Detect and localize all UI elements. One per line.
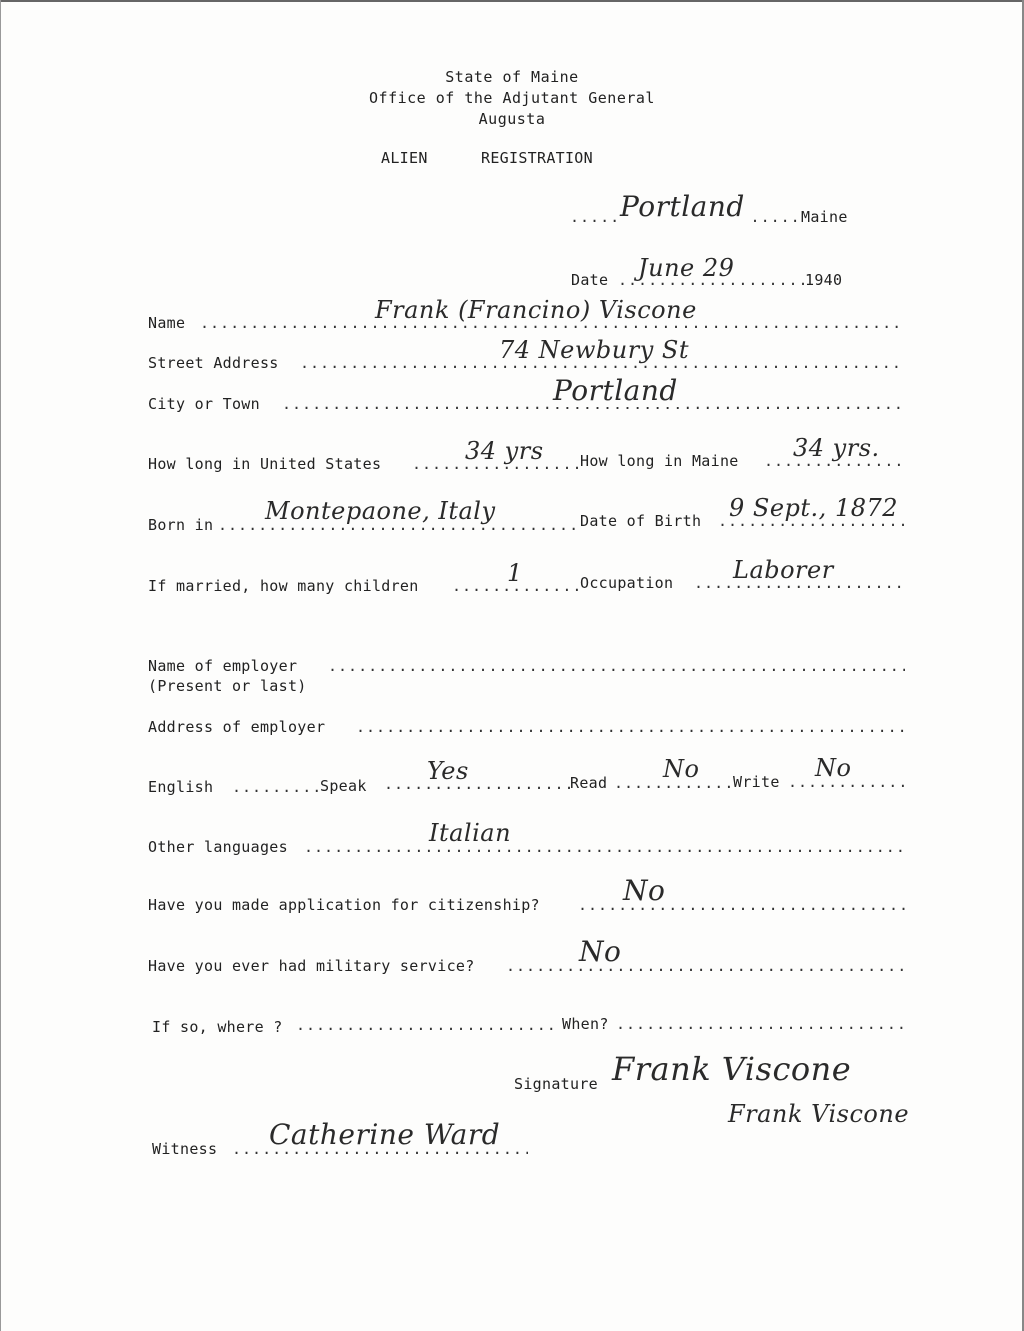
write-value: No [812,754,854,782]
read-label: Read [570,774,608,792]
employer-address-label: Address of employer [148,718,326,736]
other-languages-value: Italian [426,819,514,847]
place-suffix: Maine [801,208,848,226]
speak-value: Yes [424,757,472,785]
signature-label: Signature [514,1075,598,1093]
speak-label: Speak [320,777,367,795]
header-city: Augusta [478,110,546,128]
born-in-label: Born in [148,516,214,534]
citizenship-value: No [620,874,668,907]
occupation-value: Laborer [730,556,837,584]
how-long-maine-label: How long in Maine [580,452,739,470]
page-edge-top [0,0,1024,2]
city-value: Portland [550,374,681,407]
born-in-value: Montepaone, Italy [262,497,499,525]
speak-dots [384,775,570,793]
city-label: City or Town [148,395,260,413]
dob-value: 9 Sept., 1872 [726,494,901,522]
military-dots [506,957,905,975]
where-dots [296,1016,560,1034]
header-state: State of Maine [445,68,579,86]
place-value: Portland [620,190,745,223]
street-label: Street Address [148,354,279,372]
name-label: Name [148,314,186,332]
children-value: 1 [504,559,526,587]
read-value: No [660,755,702,783]
employer-address-dots [356,718,905,736]
header-office: Office of the Adjutant General [369,89,655,107]
military-label: Have you ever had military service? [148,957,475,975]
employer-sublabel: (Present or last) [148,677,307,695]
date-year: 1940 [805,271,843,289]
english-dots [232,778,320,796]
employer-label: Name of employer [148,657,298,675]
employer-dots [328,657,905,675]
other-languages-dots [304,838,905,856]
date-value: June 29 [638,254,735,282]
citizenship-label: Have you made application for citizenship? [148,896,540,914]
form-title-alien: ALIEN [381,149,428,167]
signature-printed: Frank Viscone [728,1100,910,1128]
witness-label: Witness [152,1140,218,1158]
how-long-maine-value: 34 yrs. [790,434,883,462]
how-long-us-value: 34 yrs [462,437,547,465]
witness-value: Catherine Ward [266,1118,503,1151]
military-value: No [576,935,624,968]
when-label: When? [562,1015,609,1033]
form-title-registration: REGISTRATION [481,149,593,167]
occupation-label: Occupation [580,574,674,592]
other-languages-label: Other languages [148,838,288,856]
when-dots [616,1015,905,1033]
dob-label: Date of Birth [580,512,702,530]
street-value: 74 Newbury St [496,336,692,364]
children-label: If married, how many children [148,577,419,595]
write-label: Write [733,773,780,791]
signature-value: Frank Viscone [612,1050,852,1088]
page-edge-left [0,0,1,1331]
date-label: Date [571,271,609,289]
where-label: If so, where ? [152,1018,283,1036]
name-value: Frank (Francino) Viscone [372,296,700,324]
english-label: English [148,778,214,796]
how-long-us-label: How long in United States [148,455,382,473]
